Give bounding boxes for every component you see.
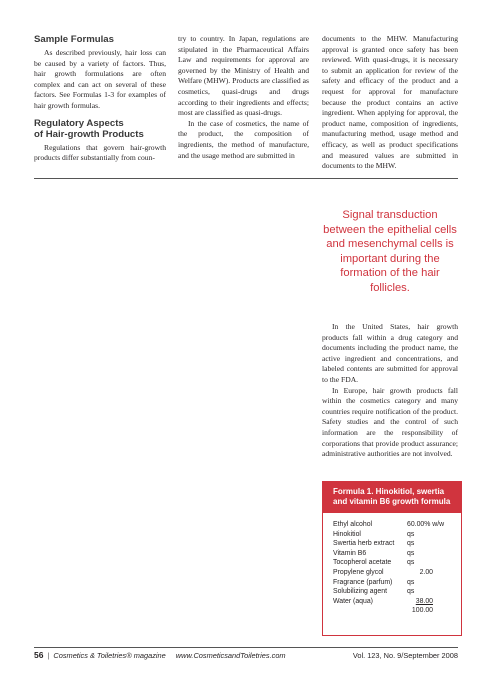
ingredient-name: Tocopherol acetate — [333, 559, 392, 567]
ingredient-name: Ethyl alcohol — [333, 521, 373, 528]
ingredient-name: Solubilizing agent — [333, 588, 388, 596]
formula-row — [333, 520, 461, 530]
formula-box — [322, 481, 462, 636]
ingredient-name: Swertia herb extract — [333, 540, 395, 548]
japan-regulations-paragraph: try to country. In Japan, regulations are stipulated in the Pharmaceutical Affairs Law and requirements for approval are governed by the Ministry of Health and Welfare (MHW). Products are classified as cosmetics, quasi-drugs and drugs according to their ingredients and effects; most are classified as quasi-drugs. — [178, 34, 309, 118]
formula-total: 100.00 — [411, 607, 433, 615]
column-1 — [34, 34, 166, 164]
ingredient-name — [333, 606, 407, 616]
formula-row — [333, 549, 461, 559]
europe-regulations-paragraph: In Europe, hair growth products fall within the cosmetics category and many countries require notification of the product. Safety studies and the control of such information are the responsibility of corporations that provide product assurance; administrative authorities are not involved. — [322, 385, 458, 459]
formula-table — [323, 513, 461, 616]
page-footer — [34, 650, 458, 660]
magazine-name: Cosmetics & Toiletries® magazine — [53, 651, 166, 660]
ingredient-amount: qs — [407, 578, 415, 586]
footer-separator: | — [47, 651, 50, 660]
regulatory-paragraph-start: Regulations that govern hair-growth products differ substantially from coun- — [34, 142, 166, 163]
formula-row — [333, 587, 461, 597]
column-2 — [178, 34, 309, 161]
ingredient-name: Vitamin B6 — [333, 549, 367, 557]
formula-total-row — [333, 606, 461, 616]
mhw-approval-paragraph: documents to the MHW. Manufacturing approval is granted once safety has been reviewed. With quasi-drugs, it is necessary to submit an application for review of the safety and efficacy of the product and a request for approval for manufacture because the product contains an active ingredient. When applying for approval, the product name, composition of ingredients, manufacturing method, usage method and efficacy, as well as product specifications and measured values are submitted in documents to the MHW. — [322, 34, 458, 171]
column-3-lower — [322, 322, 458, 460]
regulatory-heading-line2: of Hair-growth Products — [34, 129, 144, 141]
ingredient-amount: 2.00 — [419, 568, 433, 576]
page-number: 56 — [34, 650, 44, 660]
ingredient-amount: qs — [407, 540, 415, 548]
magazine-url[interactable]: www.CosmeticsandToiletries.com — [175, 651, 286, 660]
horizontal-rule — [34, 178, 458, 179]
formula-row — [333, 558, 461, 568]
formula-row — [333, 568, 461, 578]
ingredient-amount: qs — [407, 549, 415, 557]
pull-quote: Signal transduction between the epithelial cells and mesenchymal cells is important during the formation of the hair follicles. — [323, 209, 457, 294]
sample-formulas-paragraph: As described previously, hair loss can be caused by a variety of factors. Thus, hair growth formulations are often complex and can act on several of these factors. See Formulas 1-3 for examples of hair growth formulas. — [34, 48, 166, 110]
volume-issue: Vol. 123, No. 9/September 2008 — [352, 651, 458, 660]
ingredient-amount: qs — [407, 530, 415, 538]
formula-title: Formula 1. Hinokitiol, swertia and vitamin B6 growth formula — [323, 482, 461, 513]
sample-formulas-heading: Sample Formulas — [34, 34, 114, 45]
ingredient-name: Fragrance (parfum) — [333, 578, 393, 586]
ingredient-name: Water (aqua) — [333, 597, 373, 605]
ingredient-name: Propylene glycol — [333, 568, 384, 576]
regulatory-aspects-heading — [34, 118, 166, 141]
formula-row — [333, 539, 461, 549]
ingredient-amount: qs — [407, 559, 415, 567]
column-3 — [322, 34, 458, 172]
footer-rule — [34, 647, 458, 648]
cosmetics-submission-paragraph: In the case of cosmetics, the name of the product, the composition of ingredients, the method of manufacture, and the usage method are submitted in — [178, 118, 309, 160]
ingredient-name: Hinokitiol — [333, 530, 361, 538]
formula-row — [333, 530, 461, 540]
formula-row — [333, 597, 461, 607]
ingredient-amount: 60.00% w/w — [407, 521, 445, 528]
us-regulations-paragraph: In the United States, hair growth products fall within a drug category and documents including the product name, the active ingredient and concentrations, and labeled contents are submitted for approval to the FDA. — [322, 322, 458, 384]
regulatory-heading-line1: Regulatory Aspects — [34, 117, 124, 129]
formula-row — [333, 578, 461, 588]
ingredient-amount: 38.00 — [415, 597, 433, 605]
ingredient-amount: qs — [407, 588, 415, 596]
